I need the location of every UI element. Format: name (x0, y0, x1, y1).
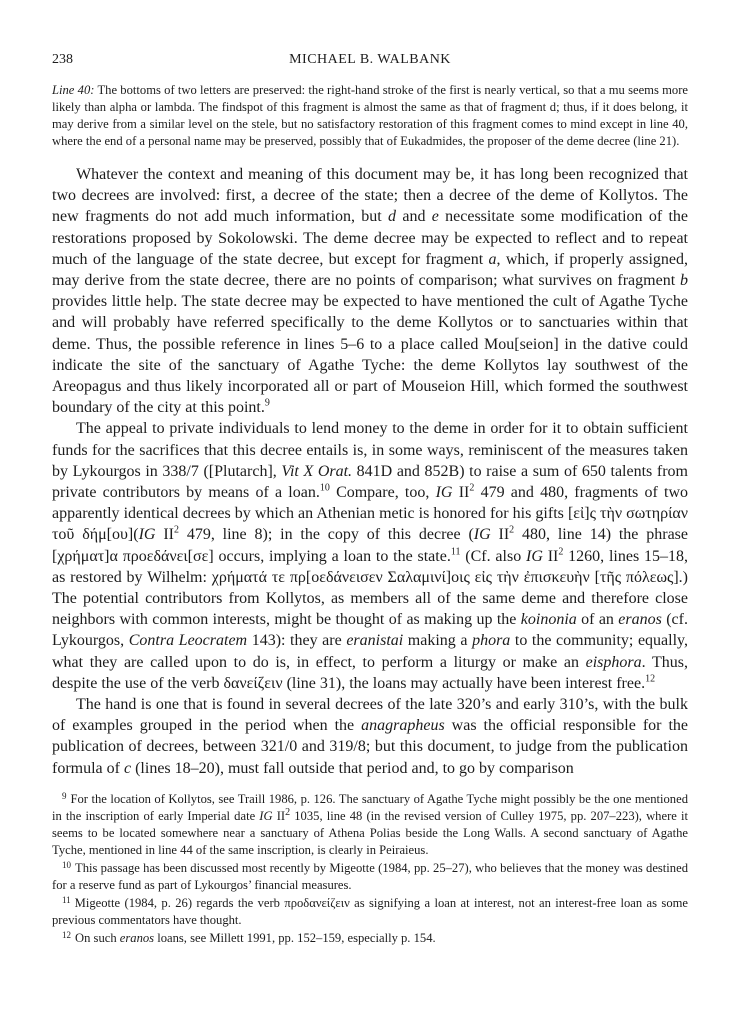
text-run: II (452, 484, 470, 502)
superscript: 2 (509, 525, 515, 537)
italic-run: IG (138, 526, 156, 544)
italic-run: IG (259, 808, 273, 823)
text-run: making a (403, 632, 473, 650)
text-run: Whatever the context and meaning of this document may be, it has long been recognized that two decrees are involved: first, a decree of the state; then a decree of the deme of Kollytos. The new fragments do not add much information, but (52, 166, 688, 226)
italic-run: a (488, 250, 497, 268)
text-run: The hand is one that is found in several decrees of the late 320’s and early 310’s, with the bulk of examples grouped in the period when the (52, 696, 688, 735)
paragraph-2 (52, 418, 688, 694)
text-run: 841D and 852B) to raise a sum of 650 talents from private contributors by means of a loan. (52, 462, 688, 502)
italic-run: Vit X Orat. (281, 462, 353, 480)
italic-run: d (388, 208, 397, 226)
italic-run: eranos (119, 930, 155, 945)
text-run: II (155, 526, 174, 544)
paragraph-3 (52, 694, 688, 779)
text-run: Compare, too, (329, 484, 436, 502)
text-run: II (542, 547, 559, 565)
page-number: 238 (52, 52, 73, 67)
text-run: necessitate some modification of the restorations proposed by Sokolowski. The deme decree may be expected to reflect and to repeat much of the language of the state decree, but except for fragment (52, 208, 689, 268)
line-40-note (52, 82, 688, 150)
italic-run: eranos (618, 611, 662, 629)
italic-run: c (123, 759, 132, 777)
footnote-11 (52, 895, 688, 929)
text-run: 480, line 14) the phrase [χρήματ]α προεδάνει[σε] occurs, implying a loan to the state. (52, 526, 689, 565)
text-run: This passage has been discussed most recently by Migeotte (1984, pp. 25–27), who believes that the money was destined for a reserve fund as part of Lykourgos’ financial measures. (52, 860, 688, 892)
italic-run: eisphora (585, 653, 642, 671)
footnote-ref-12[interactable]: 12 (645, 673, 656, 685)
page (52, 52, 688, 948)
text-run: II (272, 808, 286, 823)
text-run: provides little help. The state decree may be expected to have mentioned the cult of Agathe Tyche and will probably have referred specifically to the deme Kollytos or to sanctuaries within that deme. Thus, the possible reference in lines 5–6 to a place called Mou[seion] in the dative could indicate the site of the sanctuary of Agathe Tyche: the deme Kollytos lay southwest of the Areopagus and thus likely incorporated all or part of Mouseion Hill, which formed the southwest boundary of the city at this point. (52, 293, 688, 417)
footnote-number: 12 (62, 929, 71, 940)
italic-run: b (680, 272, 688, 290)
italic-run: IG (526, 547, 543, 565)
text-run: Migeotte (1984, p. 26) regards the verb προδανείζειν as signifying a loan at interest, not an interest-free loan as some previous commentators have thought. (52, 895, 688, 927)
text-run: 479, line 8); in the copy of this decree ( (178, 526, 474, 544)
italic-run: e (431, 208, 439, 226)
text-run: 143): they are (247, 632, 347, 650)
paragraph-1 (52, 164, 688, 418)
text-run: The appeal to private individuals to lend money to the deme in order for it to obtain sufficient funds for the sacrifices that this decree entails is, in some ways, reminiscent of the measures taken by Lykourgos in 338/7 ([Plutarch], (52, 420, 688, 480)
text-run: (cf. Lykourgos, (52, 611, 688, 650)
text-run: (lines 18–20), must fall outside that period and, to go by comparison (131, 759, 574, 777)
italic-run: IG (473, 526, 491, 544)
footnote-ref-9[interactable]: 9 (264, 397, 270, 409)
text-run: 1260, lines 15–18, as restored by Wilhelm: χρήματά τε πρ[οεδάνεισεν Σαλαμινί]οις εἰς τὴν ἐπισκευὴν [τῆς πόλεως].) The potential contributors from Kollytos, as members all of the same deme and therefore close neighbors with common interests, might be thought of as making up the (52, 547, 689, 629)
italic-run: eranistai (346, 632, 404, 650)
text-run: to the community; equally, what they are called upon to do is, in effect, to perform a liturgy or make an (52, 632, 689, 671)
text-run: (Cf. also (460, 547, 526, 565)
text-run: , which, if properly assigned, may derive from the state decree, there are no points of comparison; what survives on fragment (52, 250, 689, 290)
note-text: The bottoms of two letters are preserved: the right-hand stroke of the first is nearly vertical, so that a mu seems more likely than alpha or lambda. The findspot of this fragment is almost the same as that of fragment d; thus, if it does belong, it may derive from a similar level on the stele, but no satisfactory restoration of this fragment comes to mind except in line 40, where the end of a personal name may be preserved, possibly that of Eukadmides, the proposer of the deme decree (line 21). (52, 83, 688, 148)
superscript: 2 (469, 482, 475, 494)
text-run: II (490, 526, 510, 544)
footnote-ref-10[interactable]: 10 (319, 482, 330, 494)
note-label: Line 40: (52, 83, 95, 97)
italic-run: anagrapheus (361, 717, 445, 735)
italic-run: Contra Leocratem (128, 632, 248, 650)
text-run: . Thus, despite the use of the verb δανείζειν (line 31), the loans may actually have been interest free. (52, 653, 688, 692)
footnote-9 (52, 791, 688, 859)
running-head-author: MICHAEL B. WALBANK (289, 52, 451, 67)
text-run: 479 and 480, fragments of two apparently identical decrees by which an Athenian metic is honored for his gifts [εἰ]ς τὴν σωτηρίαν τοῦ δήμ[ου]( (52, 484, 689, 544)
text-run: was the official responsible for the publication of decrees, between 321/0 and 319/8; but this document, to judge from the publication formula of (52, 717, 689, 777)
footnote-12 (52, 930, 688, 947)
footnote-number: 10 (62, 859, 71, 870)
main-text (52, 164, 688, 779)
text-run: and (396, 208, 432, 226)
text-run: loans, see Millett 1991, pp. 152–159, especially p. 154. (154, 930, 436, 945)
superscript: 2 (558, 546, 564, 558)
italic-run: koinonia (520, 611, 577, 629)
italic-run: IG (435, 484, 453, 502)
text-run: of an (576, 611, 619, 629)
footnote-number: 9 (62, 790, 67, 801)
text-run: On such (75, 930, 120, 945)
footnotes (52, 791, 688, 947)
superscript: 2 (285, 806, 291, 818)
footnote-10 (52, 860, 688, 894)
superscript: 2 (173, 525, 179, 537)
text-run: For the location of Kollytos, see Traill 1986, p. 126. The sanctuary of Agathe Tyche might possibly be the one mentioned in the inscription of early Imperial date (52, 791, 688, 823)
footnote-ref-11[interactable]: 11 (450, 546, 461, 558)
footnote-number: 11 (62, 894, 71, 905)
text-run: 1035, line 48 (in the revised version of Culley 1975, pp. 207–223), where it seems to be located somewhere near a sanctuary of Athena Polias beside the Long Walls. A second sanctuary of Agathe Tyche, mentioned in line 44 of the same inscription, is clearly in Peiraieus. (52, 808, 688, 857)
running-header (52, 52, 688, 74)
italic-run: phora (472, 632, 511, 650)
